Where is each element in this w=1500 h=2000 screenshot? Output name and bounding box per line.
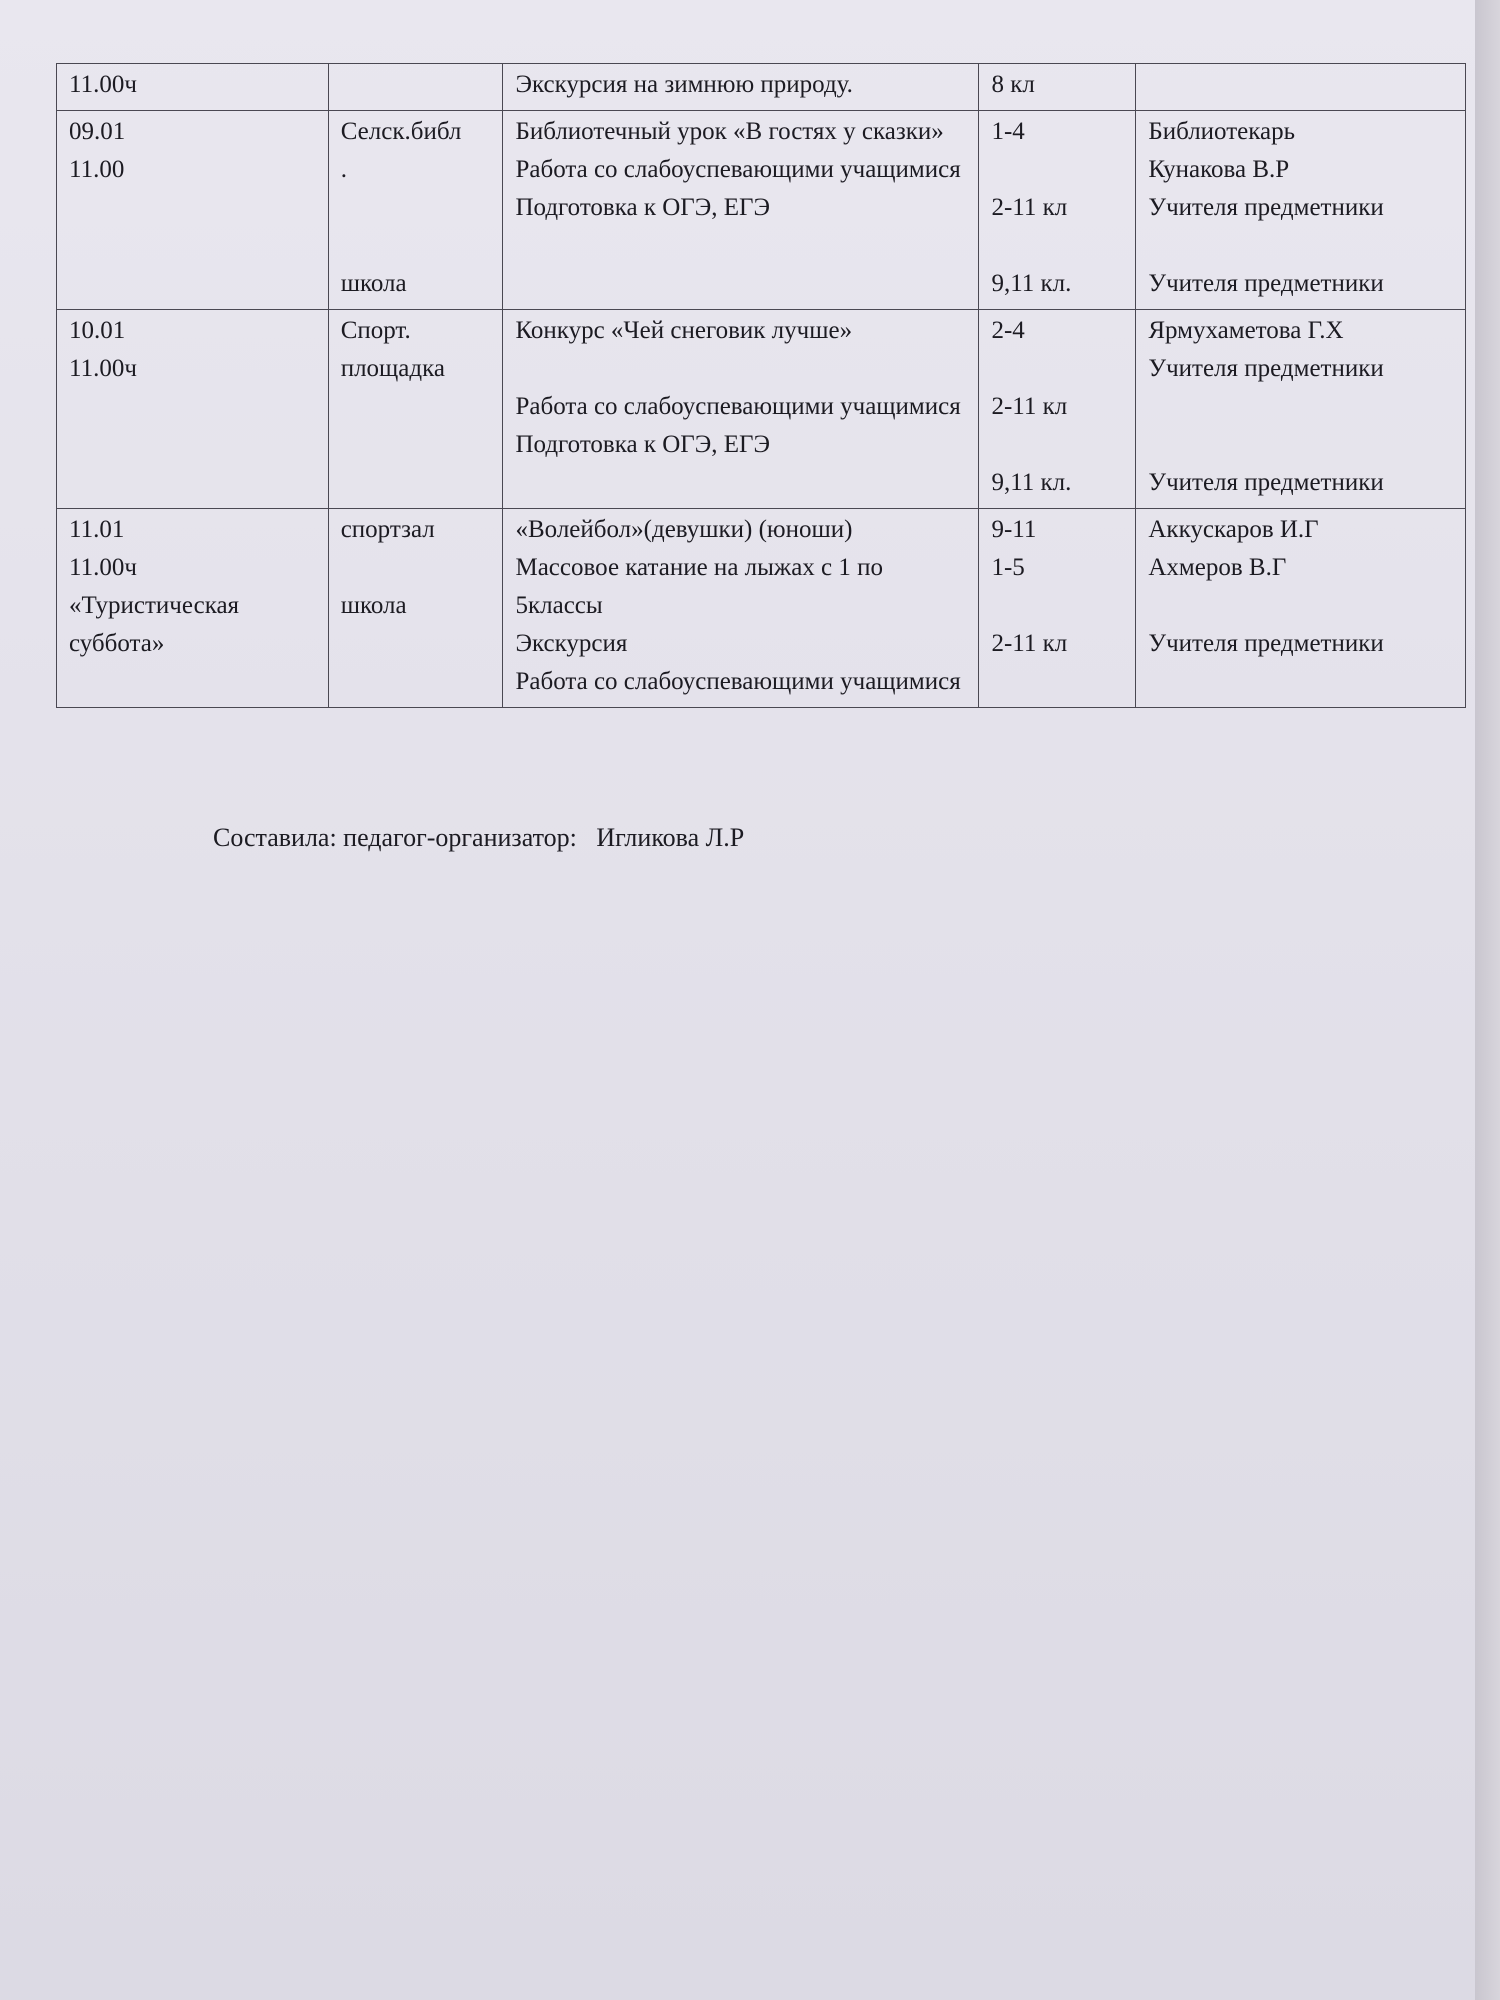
event-title-line: суббота» — [69, 630, 165, 657]
date-line: 09.01 — [69, 118, 126, 145]
event-line: Массовое катание на лыжах с 1 по 5классы — [515, 554, 884, 619]
class-line: 8 кл — [991, 71, 1035, 98]
class-line: 2-4 — [991, 317, 1025, 344]
responsible-line: Кунакова В.Р — [1148, 156, 1290, 183]
class-line: 2-11 кл — [991, 194, 1068, 221]
event-line: Подготовка к ОГЭ, ЕГЭ — [515, 194, 770, 221]
date-line: 10.01 — [69, 317, 126, 344]
signature-line — [213, 823, 744, 853]
table-row — [57, 64, 1466, 111]
date-cell — [57, 64, 329, 111]
signature-name: Игликова Л.Р — [596, 823, 745, 852]
time-line: 11.00ч — [69, 355, 137, 382]
class-cell — [979, 64, 1136, 111]
place-line: спортзал — [340, 516, 435, 543]
table-row — [57, 509, 1466, 708]
event-line: Работа со слабоуспевающими учащимися — [515, 668, 961, 695]
place-cell — [328, 111, 503, 310]
responsible-line: Учителя предметники — [1148, 194, 1384, 221]
responsible-line: Ахмеров В.Г — [1148, 554, 1287, 581]
event-line: Конкурс «Чей снеговик лучше» — [515, 317, 853, 344]
class-line: 2-11 кл — [991, 630, 1068, 657]
place-line: школа — [340, 270, 407, 297]
event-line: Работа со слабоуспевающими учащимися — [515, 156, 961, 183]
responsible-line: Учителя предметники — [1148, 630, 1384, 657]
time-line: 11.00 — [69, 156, 125, 183]
event-line: «Волейбол»(девушки) (юноши) — [515, 516, 853, 543]
event-cell — [503, 111, 979, 310]
responsible-cell — [1136, 310, 1466, 509]
event-line: Работа со слабоуспевающими учащимися — [515, 393, 961, 420]
paper-edge — [1475, 0, 1500, 2000]
class-line: 9-11 — [991, 516, 1037, 543]
date-cell — [57, 111, 329, 310]
time-line: 11.00ч — [69, 554, 137, 581]
event-cell — [503, 509, 979, 708]
responsible-line: Аккускаров И.Г — [1148, 516, 1319, 543]
class-line: 2-11 кл — [991, 393, 1068, 420]
class-cell — [979, 111, 1136, 310]
signature-label: Составила: педагог-организатор: — [213, 823, 577, 852]
date-cell — [57, 310, 329, 509]
place-line: . — [340, 156, 347, 183]
class-cell — [979, 310, 1136, 509]
class-line: 1-4 — [991, 118, 1025, 145]
class-line: 9,11 кл. — [991, 469, 1072, 496]
class-line: 9,11 кл. — [991, 270, 1072, 297]
event-cell — [503, 310, 979, 509]
responsible-line: Учителя предметники — [1148, 355, 1384, 382]
responsible-cell — [1136, 64, 1466, 111]
responsible-line: Учителя предметники — [1148, 270, 1384, 297]
table-row — [57, 111, 1466, 310]
date-cell — [57, 509, 329, 708]
event-line: Экскурсия — [515, 630, 628, 657]
place-cell — [328, 310, 503, 509]
event-cell — [503, 64, 979, 111]
responsible-line: Учителя предметники — [1148, 469, 1384, 496]
responsible-line: Библиотекарь — [1148, 118, 1296, 145]
place-line: Спорт. — [340, 317, 411, 344]
date-line: 11.01 — [69, 516, 125, 543]
place-line: площадка — [340, 355, 445, 382]
date-line: 11.00ч — [69, 71, 137, 98]
class-cell — [979, 509, 1136, 708]
place-line: Селск.библ — [340, 118, 462, 145]
responsible-cell — [1136, 111, 1466, 310]
place-line: школа — [340, 592, 407, 619]
class-line: 1-5 — [991, 554, 1025, 581]
responsible-line: Ярмухаметова Г.Х — [1148, 317, 1344, 344]
table-row — [57, 310, 1466, 509]
schedule-table — [56, 63, 1466, 708]
responsible-cell — [1136, 509, 1466, 708]
event-line: Подготовка к ОГЭ, ЕГЭ — [515, 431, 770, 458]
event-line: Экскурсия на зимнюю природу. — [515, 71, 853, 98]
place-cell — [328, 509, 503, 708]
event-line: Библиотечный урок «В гостях у сказки» — [515, 118, 944, 145]
place-cell — [328, 64, 503, 111]
event-title-line: «Туристическая — [69, 592, 240, 619]
